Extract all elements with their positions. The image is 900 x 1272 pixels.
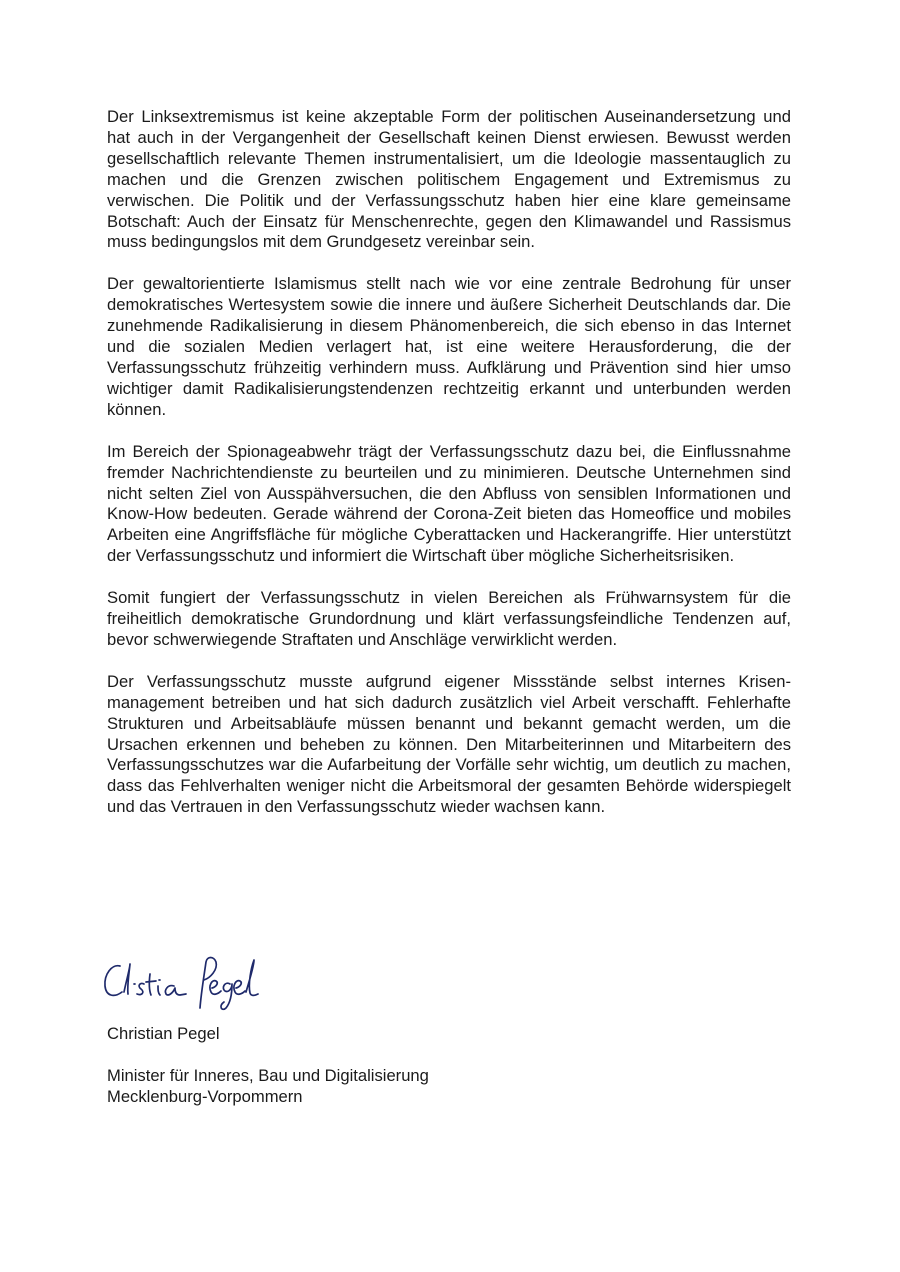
paragraph-spionageabwehr: Im Bereich der Spionageabwehr trägt der Verfassungsschutz dazu bei, die Einflussnahme fremder Nachrichtendienste zu beurteilen und zu minimieren. Deutsche Unternehmen sind nicht selten Ziel von Ausspähversuchen, die den Abfluss von sensiblen Informationen und Know-How bedeuten. Gerade während der Corona-Zeit bieten das Homeoffice und mobiles Arbeiten eine Angriffsfläche für mögliche Cyberattacken und Hackerangriffe. Hier unterstützt der Verfassungsschutz und informiert die Wirtschaft über mögliche Sicherheitsrisiken.: [107, 441, 791, 566]
handwritten-signature: [100, 948, 270, 1012]
paragraph-krisenmanagement: Der Verfassungsschutz musste aufgrund eigener Missstände selbst internes Krisenmanagement betreiben und hat sich dadurch zusätzlich viel Arbeit verschafft. Fehlerhafte Strukturen und Arbeitsabläufe müssen benannt und bekannt gemacht werden, um die Ursachen erkennen und beheben zu können. Den Mitarbeiterinnen und Mitarbeitern des Verfassungsschutzes war die Aufarbeitung der Vorfälle sehr wichtig, um deutlich zu machen, dass das Fehlverhalten weniger nicht die Arbeitsmoral der gesamten Behörde widerspiegelt und das Vertrauen in den Verfassungsschutz wieder wachsen kann.: [107, 671, 791, 817]
signer-title: Minister für Inneres, Bau und Digitalisierung: [107, 1065, 429, 1085]
signer-block: [107, 1024, 607, 1108]
paragraph-linksextremismus: Der Linksextremismus ist keine akzeptable Form der politischen Auseinandersetzung und hat auch in der Vergangenheit der Gesellschaft keinen Dienst erwiesen. Bewusst werden gesellschaftlich relevante Themen instrumentalisiert, um die Ideologie massentauglich zu machen und die Grenzen zwischen politischem Engagement und Extremismus zu verwischen. Die Politik und der Verfassungsschutz haben hier eine klare gemeinsame Botschaft: Auch der Einsatz für Menschenrechte, gegen den Klimawandel und Rassismus muss bedingungslos mit dem Grundgesetz vereinbar sein.: [107, 107, 791, 252]
paragraph-islamismus: Der gewaltorientierte Islamismus stellt nach wie vor eine zentrale Bedrohung für unser demokratisches Wertesystem sowie die innere und äußere Sicherheit Deutschlands dar. Die zunehmende Radikalisierung in diesem Phänomenbereich, die sich ebenso in das Internet und die sozialen Medien verlagert hat, ist eine weitere Herausforderung, die der Verfassungsschutz frühzeitig verhindern muss. Aufklärung und Prävention sind hier umso wichtiger damit Radikalisierungstendenzen rechtzeitig erkannt und unterbunden werden können.: [107, 274, 791, 419]
signer-name: Christian Pegel: [107, 1024, 220, 1043]
paragraph-fruehwarnsystem: Somit fungiert der Verfassungsschutz in vielen Bereichen als Frühwarnsystem für die freiheitlich demokratische Grundordnung und klärt verfassungsfeindliche Tendenzen auf, bevor schwerwiegende Straftaten und Anschläge verwirklicht werden.: [107, 588, 791, 649]
signer-state: Mecklenburg-Vorpommern: [107, 1086, 303, 1106]
body-text: [107, 107, 791, 839]
